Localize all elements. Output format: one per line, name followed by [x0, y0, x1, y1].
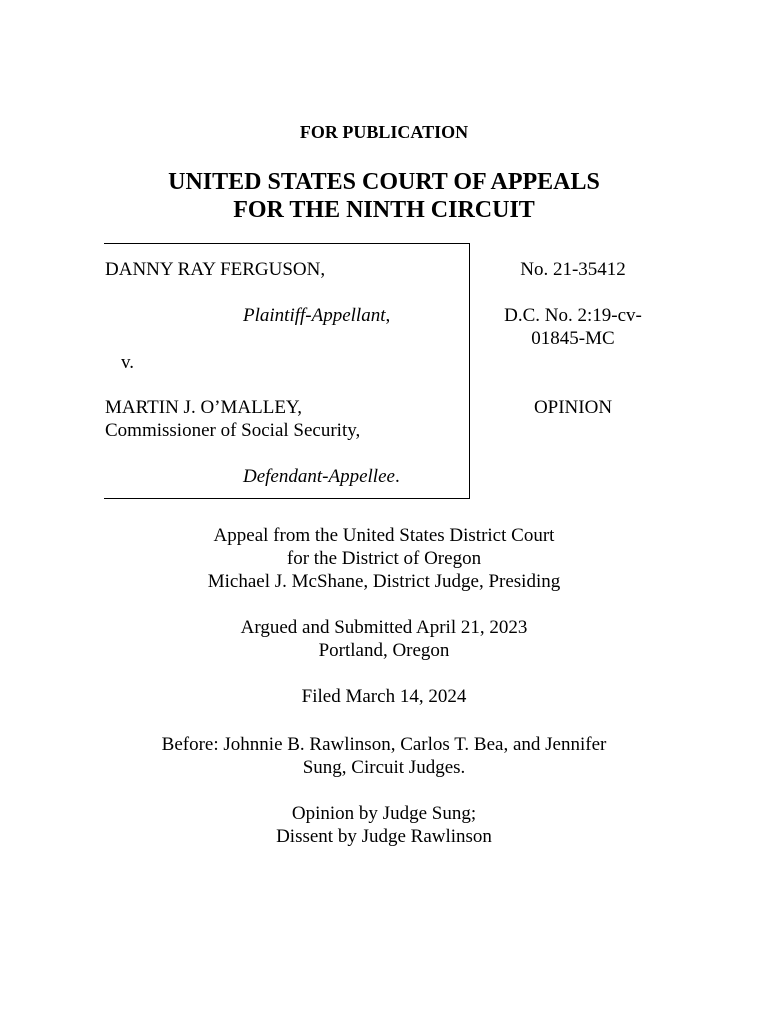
- plaintiff-role: [243, 304, 390, 327]
- defendant-role-text: Defendant-Appellee: [243, 466, 395, 487]
- appeal-line-2: for the District of Oregon: [286, 548, 482, 569]
- opinion-line-1: Opinion by Judge Sung;: [291, 803, 477, 824]
- filed-date: Filed March 14, 2024: [301, 686, 467, 707]
- opinion-line-2: Dissent by Judge Rawlinson: [276, 826, 492, 847]
- district-court-number-line-1: D.C. No. 2:19-cv-: [504, 305, 642, 326]
- defendant-role-period: .: [394, 466, 400, 487]
- court-name: [0, 168, 768, 224]
- panel-judges: [0, 733, 768, 779]
- argument-info: [0, 616, 768, 662]
- defendant-name: MARTIN J. O’MALLEY,: [105, 397, 302, 418]
- case-caption-box: [104, 243, 470, 499]
- appeal-line-1: Appeal from the United States District Court: [213, 525, 555, 546]
- plaintiff-role-comma: ,: [385, 305, 391, 326]
- before-line-2: Sung, Circuit Judges.: [302, 757, 466, 778]
- publication-status: FOR PUBLICATION: [299, 122, 469, 142]
- argued-line-2: Portland, Oregon: [318, 640, 450, 661]
- court-name-line-1: UNITED STATES COURT OF APPEALS: [168, 169, 600, 195]
- district-court-number: [470, 304, 676, 350]
- appeal-info: [0, 524, 768, 593]
- versus: v.: [121, 352, 135, 373]
- defendant-title: Commissioner of Social Security,: [105, 420, 361, 441]
- appeal-line-3: Michael J. McShane, District Judge, Presiding: [207, 571, 561, 592]
- document-type: OPINION: [533, 397, 613, 418]
- defendant-role: [243, 465, 400, 488]
- before-line-1: Before: Johnnie B. Rawlinson, Carlos T. Bea, and Jennifer: [161, 734, 607, 755]
- case-number: No. 21-35412: [520, 259, 626, 280]
- opinion-authors: [0, 802, 768, 848]
- argued-line-1: Argued and Submitted April 21, 2023: [240, 617, 528, 638]
- court-name-line-2: FOR THE NINTH CIRCUIT: [233, 197, 535, 223]
- plaintiff-name: DANNY RAY FERGUSON,: [105, 259, 326, 280]
- plaintiff-role-text: Plaintiff-Appellant: [243, 305, 386, 326]
- district-court-number-line-2: 01845-MC: [531, 328, 615, 349]
